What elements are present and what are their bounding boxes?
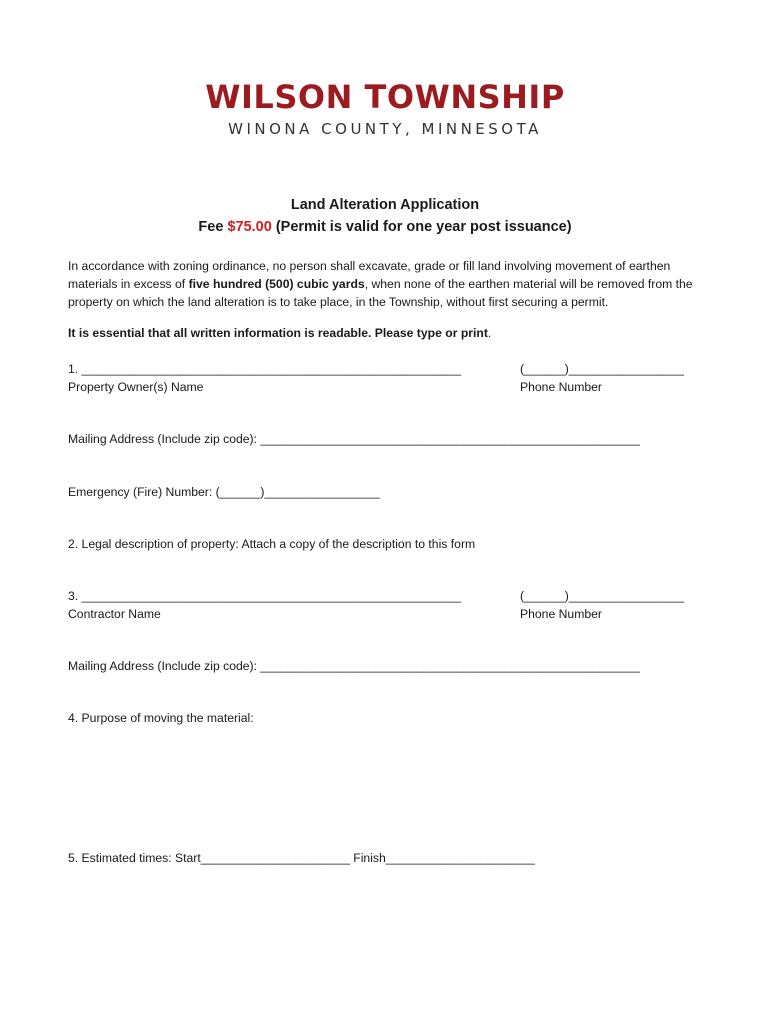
estimated-times-field[interactable]: 5. Estimated times: Start______________________ Finish______________________	[68, 851, 535, 865]
owner-phone-label: Phone Number	[520, 380, 602, 394]
intro-text-1: In accordance with zoning ordinance, no person shall excavate, grade or fill land involving movement of earthen materials in excess of	[68, 259, 671, 291]
contractor-name-label: Contractor Name	[68, 607, 161, 621]
contractor-name-field[interactable]: 3. ________________________________________________________	[68, 589, 462, 603]
contractor-phone-field[interactable]: (______)_________________	[520, 589, 685, 603]
contractor-mailing-address-field[interactable]: Mailing Address (Include zip code): ________________________________________________________	[68, 659, 640, 673]
township-title: WILSON TOWNSHIP	[205, 78, 565, 116]
property-owner-name-field[interactable]: 1. ________________________________________________________	[68, 362, 462, 376]
emergency-number-field[interactable]: Emergency (Fire) Number: (______)_________________	[68, 485, 380, 499]
purpose-field[interactable]: 4. Purpose of moving the material:	[68, 711, 254, 725]
fee-line	[0, 219, 770, 235]
readability-period: .	[487, 326, 492, 340]
owner-phone-field[interactable]: (______)_________________	[520, 362, 685, 376]
county-subtitle: WINONA COUNTY, MINNESOTA	[228, 120, 542, 138]
owner-mailing-address-field[interactable]: Mailing Address (Include zip code): ________________________________________________________	[68, 432, 640, 446]
legal-description-item: 2. Legal description of property: Attach a copy of the description to this form	[68, 537, 476, 551]
fee-amount: $75.00	[227, 219, 272, 235]
intro-bold-text: five hundred (500) cubic yards	[188, 277, 365, 291]
contractor-phone-label: Phone Number	[520, 607, 602, 621]
intro-text-2: , when none of the earthen material will be removed from the property on which the land alteration is to take place, in the Township, without first securing a permit.	[68, 277, 693, 309]
fee-note: (Permit is valid for one year post issuance)	[271, 219, 572, 235]
readability-notice	[68, 326, 491, 340]
readability-text: It is essential that all written information is readable. Please type or print	[68, 326, 488, 340]
form-title: Land Alteration Application	[290, 197, 480, 213]
intro-paragraph	[68, 257, 698, 311]
fee-prefix: Fee	[198, 219, 228, 235]
property-owner-name-label: Property Owner(s) Name	[68, 380, 204, 394]
